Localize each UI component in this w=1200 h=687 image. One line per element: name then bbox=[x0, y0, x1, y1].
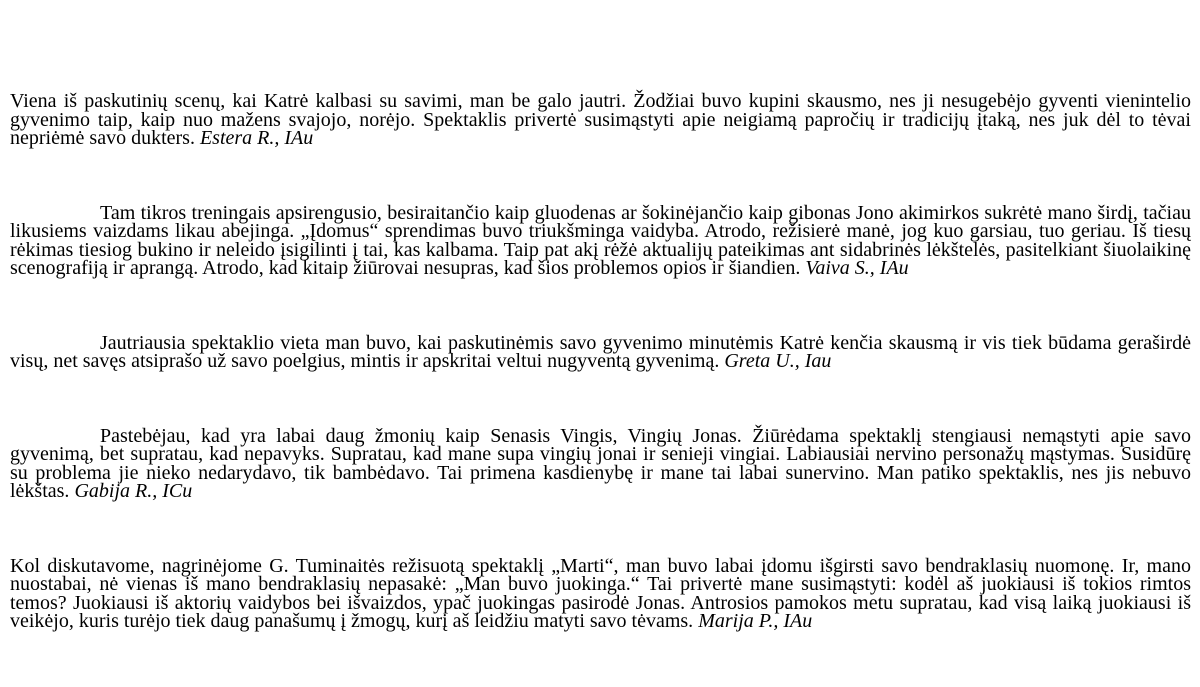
review-paragraph-1 bbox=[10, 92, 1191, 148]
review-text-1: Viena iš paskutinių scenų, kai Katrė kalbasi su savimi, man be galo jautri. Žodžiai buvo kupini skausmo, nes ji nesugebėjo gyventi vienintelio gyvenimo taip, kaip nuo mažens svajojo, norėjo. Spektaklis privertė susimąstyti apie neigiamą papročių ir tradicijų įtaką, nes juk dėl to tėvai nepriėmė savo dukters. bbox=[10, 90, 1191, 149]
review-author-3: Greta U., Iau bbox=[724, 350, 832, 372]
review-text-4: Pastebėjau, kad yra labai daug žmonių kaip Senasis Vingis, Vingių Jonas. Žiūrėdama spektaklį stengiausi nemąstyti apie savo gyvenimą, bet supratau, kad nepavyks. Supratau, kad mane supa vingių jonai ir senieji vingiai. Labiausiai nervino personažų mąstymas. Susidūrę su problema jie nieko nedarydavo, tik bambėdavo. Tai primena kasdienybę ir mane tai labai sunervino. Man patiko spektaklis, nes jis nebuvo lėkštas. bbox=[10, 424, 1191, 502]
review-text-5: Kol diskutavome, nagrinėjome G. Tuminaitės režisuotą spektaklį „Marti“, man buvo labai įdomu išgirsti savo bendraklasių nuomonę. Ir, mano nuostabai, nė vienas iš mano bendraklasių nepasakė: „Man buvo juokinga.“ Tai privertė mane susimąstyti: kodėl aš juokiausi iš tokios rimtos temos? Juokiausi iš aktorių vaidybos bei išvaizdos, ypač juokingas pasirodė Jonas. Antrosios pamokos metu supratau, kad visą laiką juokiausi iš veikėjo, kuris turėjo tiek daug panašumų į žmogų, kurį aš leidžiu matyti savo tėvams. bbox=[10, 554, 1191, 632]
review-author-4: Gabija R., ICu bbox=[74, 480, 193, 502]
review-paragraph-3 bbox=[10, 331, 1191, 372]
review-text-3: Jautriausia spektaklio vieta man buvo, kai paskutinėmis savo gyvenimo minutėmis Katrė kenčia skausmą ir vis tiek būdama geraširdė visų, net savęs atsiprašo už savo poelgius, mintis ir apskritai veltui nugyventą gyvenimą. bbox=[10, 331, 1191, 372]
review-paragraph-4 bbox=[10, 424, 1191, 502]
review-paragraph-2 bbox=[10, 201, 1191, 279]
review-author-5: Marija P., IAu bbox=[698, 610, 813, 632]
review-author-2: Vaiva S., IAu bbox=[805, 257, 909, 279]
review-text-2: Tam tikros treningais apsirengusio, besiraitančio kaip gluodenas ar šokinėjančio kaip gibonas Jono akimirkos sukrėtė mano širdį, tačiau likusiems vaizdams likau abejinga. „Įdomus“ sprendimas buvo triukšminga vaidyba. Atrodo, režisierė manė, jog kuo garsiau, tuo geriau. Iš tiesų rėkimas tiesiog bukino ir neleido įsigilinti į tai, kas kalbama. Taip pat akį rėžė aktualijų pateikimas ant sidabrinės lėkštelės, pasitelkiant šiuolaikinę scenografiją ir aprangą. Atrodo, kad kitaip žiūrovai nesupras, kad šios problemos opios ir šiandien. bbox=[10, 201, 1191, 279]
document-page bbox=[10, 92, 1191, 687]
review-author-1: Estera R., IAu bbox=[199, 127, 314, 149]
review-paragraph-5 bbox=[10, 554, 1191, 632]
